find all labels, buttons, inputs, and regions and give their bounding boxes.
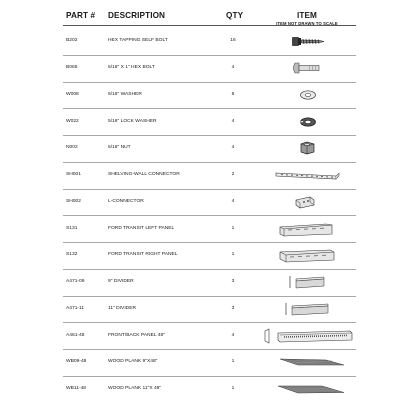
wood-plank-9-icon — [262, 356, 354, 368]
part-quantity: 1 — [231, 225, 235, 231]
table-row — [0, 108, 416, 135]
header-description: DESCRIPTION — [108, 11, 166, 20]
table-row — [0, 55, 416, 82]
part-quantity: 4 — [231, 332, 235, 338]
part-description: WOOD PLANK 9"X48" — [108, 359, 158, 365]
right-panel-icon — [262, 247, 354, 263]
front-back-panel-icon — [262, 328, 354, 344]
part-number: B065 — [66, 65, 78, 71]
table-row — [0, 82, 416, 109]
wood-plank-11-icon — [262, 383, 354, 395]
part-description: L-CONNECTOR — [108, 198, 144, 204]
part-quantity: 3 — [231, 279, 235, 285]
table-row — [0, 189, 416, 216]
table-row — [0, 349, 416, 376]
part-number: B202 — [66, 38, 78, 44]
part-quantity: 16 — [230, 38, 236, 44]
header-rule — [63, 25, 356, 26]
part-description: 5/16" WASHER — [108, 91, 142, 97]
part-number: A471-09 — [66, 279, 85, 285]
lock-washer-icon — [262, 116, 354, 128]
table-row — [0, 162, 416, 189]
header-quantity: QTY — [226, 11, 244, 20]
table-row — [0, 376, 416, 403]
part-number: S132 — [66, 252, 78, 258]
part-description: SHELVING-WALL CONNECTOR — [108, 172, 180, 178]
table-row — [0, 322, 416, 349]
part-description: FRONT/BACK PANEL 48" — [108, 332, 165, 338]
part-quantity: 4 — [231, 198, 235, 204]
part-number: WB11-48 — [66, 386, 87, 392]
part-description: WOOD PLANK 11"X 48" — [108, 386, 162, 392]
part-quantity: 2 — [231, 172, 235, 178]
part-description: FORD TRANSIT RIGHT PANEL — [108, 252, 178, 258]
table-row — [0, 28, 416, 55]
part-quantity: 3 — [231, 305, 235, 311]
l-connector-icon — [262, 195, 354, 209]
part-quantity: 1 — [231, 386, 235, 392]
part-quantity: 1 — [231, 252, 235, 258]
part-quantity: 8 — [231, 91, 235, 97]
divider-9-icon — [262, 274, 354, 290]
hex-bolt-icon — [262, 61, 354, 75]
part-quantity: 4 — [231, 118, 235, 124]
part-description: 11" DIVIDER — [108, 305, 137, 311]
part-description: FORD TRANSIT LEFT PANEL — [108, 225, 175, 231]
hex-nut-icon — [262, 141, 354, 155]
part-number: N002 — [66, 145, 78, 151]
part-description: 5/16" LOCK WASHER — [108, 118, 157, 124]
left-panel-icon — [262, 221, 354, 237]
part-number: W008 — [66, 91, 79, 97]
part-quantity: 4 — [231, 145, 235, 151]
wall-connector-icon — [262, 169, 354, 181]
part-quantity: 4 — [231, 65, 235, 71]
part-number: A471-11 — [66, 305, 85, 311]
washer-icon — [262, 89, 354, 101]
header-item: ITEM — [297, 11, 317, 20]
table-row — [0, 296, 416, 323]
part-number: W022 — [66, 118, 79, 124]
table-row — [0, 242, 416, 269]
part-number: A461-48 — [66, 332, 85, 338]
header-part-number: PART # — [66, 11, 96, 20]
table-row — [0, 135, 416, 162]
part-description: 9" DIVIDER — [108, 279, 134, 285]
part-quantity: 1 — [231, 359, 235, 365]
part-description: HEX TAPPING SELF BOLT — [108, 38, 168, 44]
part-description: 5/16" NUT — [108, 145, 131, 151]
table-row — [0, 215, 416, 242]
table-row — [0, 269, 416, 296]
hex-tapping-bolt-icon — [262, 34, 354, 48]
part-number: SH002 — [66, 198, 81, 204]
part-number: WB09-48 — [66, 359, 87, 365]
part-description: 5/16" X 1" HEX BOLT — [108, 65, 155, 71]
part-number: SH001 — [66, 172, 81, 178]
divider-11-icon — [262, 301, 354, 317]
header-item-note: ITEM NOT DRAWN TO SCALE — [276, 21, 338, 26]
part-number: S131 — [66, 225, 78, 231]
